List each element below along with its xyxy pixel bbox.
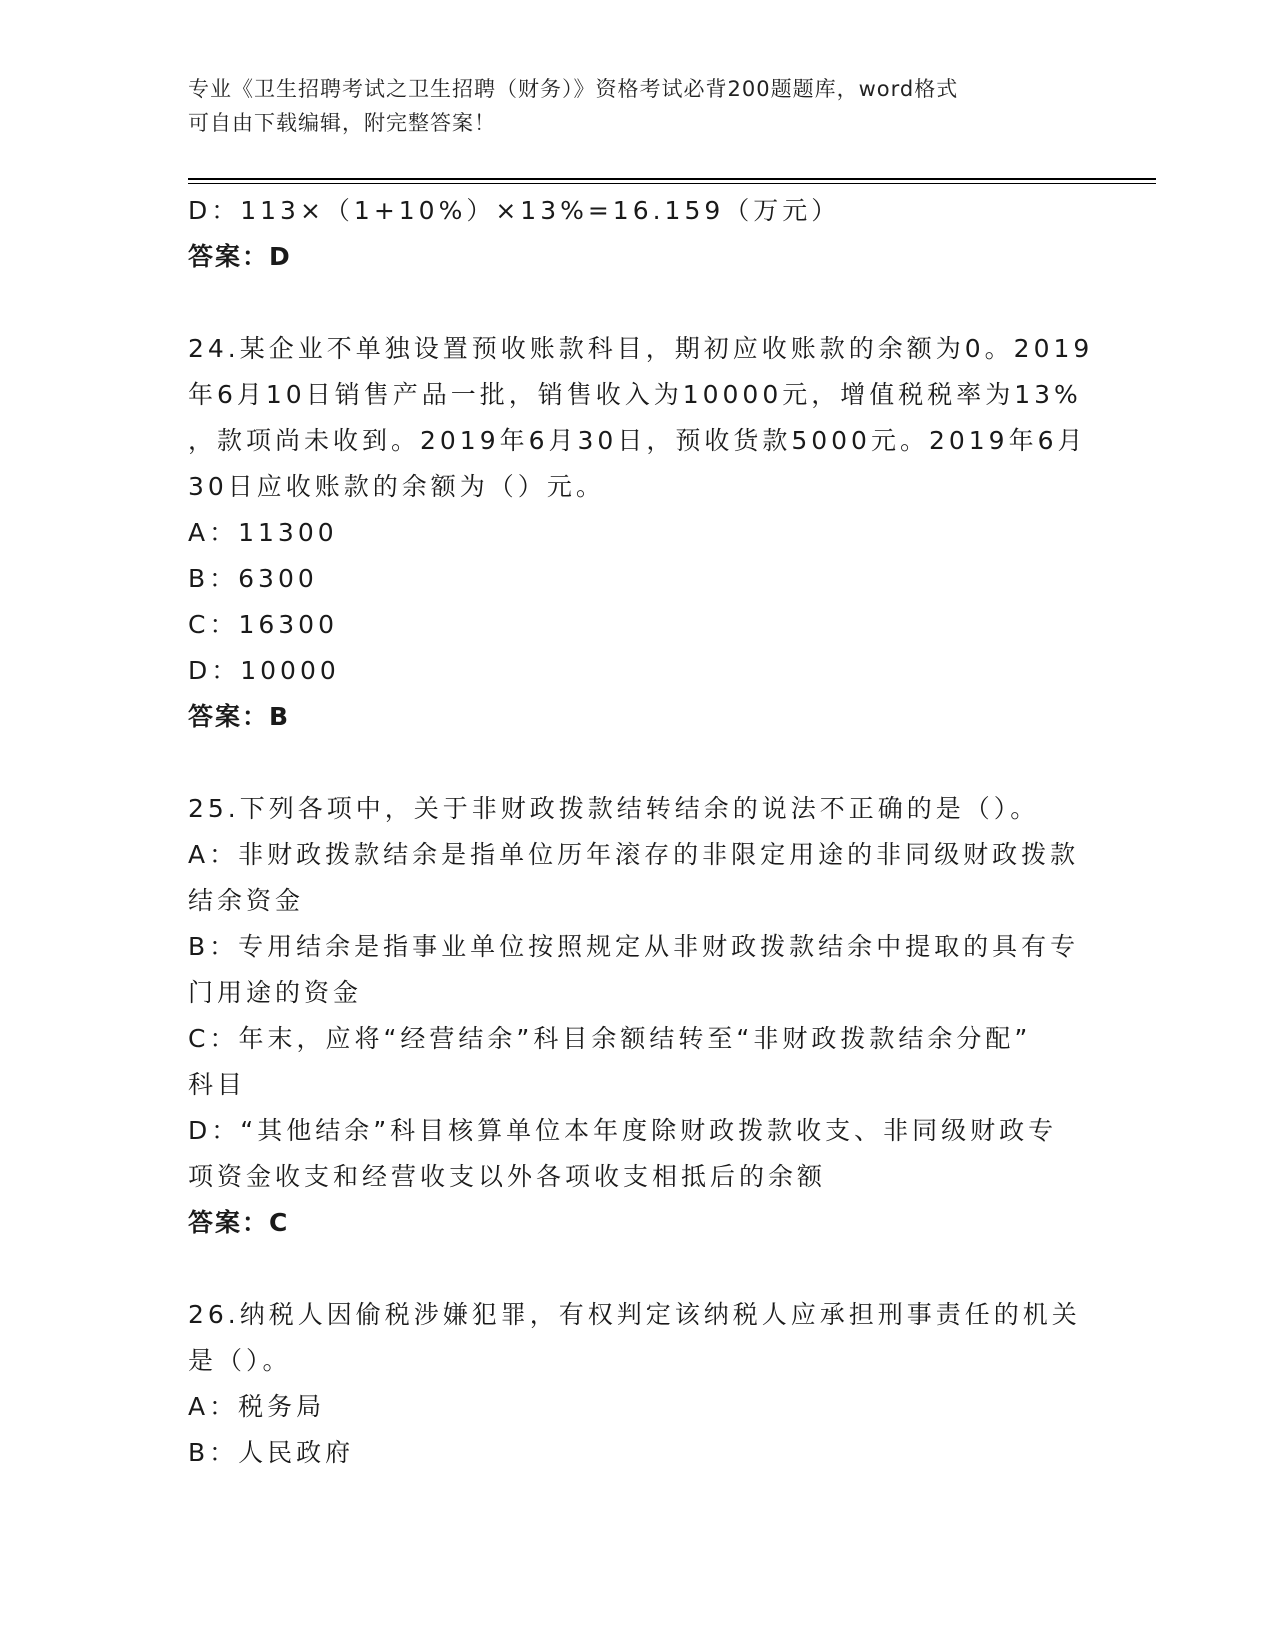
question-text-line: 24.某企业不单独设置预收账款科目，期初应收账款的余额为0。2019 — [188, 334, 1094, 363]
question-text-line: 25.下列各项中，关于非财政拨款结转结余的说法不正确的是（）。 — [188, 794, 1040, 823]
answer: 答案：D — [188, 242, 292, 271]
option-b: B：6300 — [188, 564, 318, 593]
question-text-line: ，款项尚未收到。2019年6月30日，预收货款5000元。2019年6月 — [188, 426, 1087, 455]
page-header — [188, 72, 1088, 140]
option-b: B：人民政府 — [188, 1438, 355, 1467]
header-line-2: 可自由下载编辑，附完整答案！ — [188, 111, 496, 135]
question-text-line: 是（）。 — [188, 1346, 292, 1375]
question-text-line: 30日应收账款的余额为（）元。 — [188, 472, 605, 501]
header-rule-thick — [188, 178, 1156, 180]
spacer — [188, 1246, 1088, 1292]
option-a: A：11300 — [188, 518, 338, 547]
option-d-line: 项资金收支和经营收支以外各项收支相抵后的余额 — [188, 1162, 827, 1191]
option-a: A：税务局 — [188, 1392, 326, 1421]
option-d: D：113×（1+10%）×13%=16.159（万元） — [188, 196, 841, 225]
answer: 答案：B — [188, 702, 291, 731]
question-26 — [188, 1292, 1088, 1476]
previous-question-tail — [188, 188, 1088, 280]
document-body — [188, 188, 1094, 1476]
option-c-line: 科目 — [188, 1070, 247, 1099]
question-24 — [188, 326, 1094, 740]
question-25 — [188, 786, 1088, 1246]
option-a-line: 结余资金 — [188, 886, 305, 915]
option-b-line: B：专用结余是指事业单位按照规定从非财政拨款结余中提取的具有专 — [188, 932, 1080, 961]
answer: 答案：C — [188, 1208, 290, 1237]
header-rule-thin — [188, 183, 1156, 184]
spacer — [188, 740, 1088, 786]
option-d-line: D：“其他结余”科目核算单位本年度除财政拨款收支、非同级财政专 — [188, 1116, 1058, 1145]
option-a-line: A：非财政拨款结余是指单位历年滚存的非限定用途的非同级财政拨款 — [188, 840, 1080, 869]
question-text-line: 26.纳税人因偷税涉嫌犯罪，有权判定该纳税人应承担刑事责任的机关 — [188, 1300, 1081, 1329]
spacer — [188, 280, 1088, 326]
option-b-line: 门用途的资金 — [188, 978, 363, 1007]
header-line-1: 专业《卫生招聘考试之卫生招聘（财务）》资格考试必背200题题库，word格式 — [188, 77, 959, 101]
option-c: C：16300 — [188, 610, 338, 639]
option-d: D：10000 — [188, 656, 340, 685]
question-text-line: 年6月10日销售产品一批，销售收入为10000元，增值税税率为13% — [188, 380, 1082, 409]
option-c-line: C：年末，应将“经营结余”科目余额结转至“非财政拨款结余分配” — [188, 1024, 1032, 1053]
